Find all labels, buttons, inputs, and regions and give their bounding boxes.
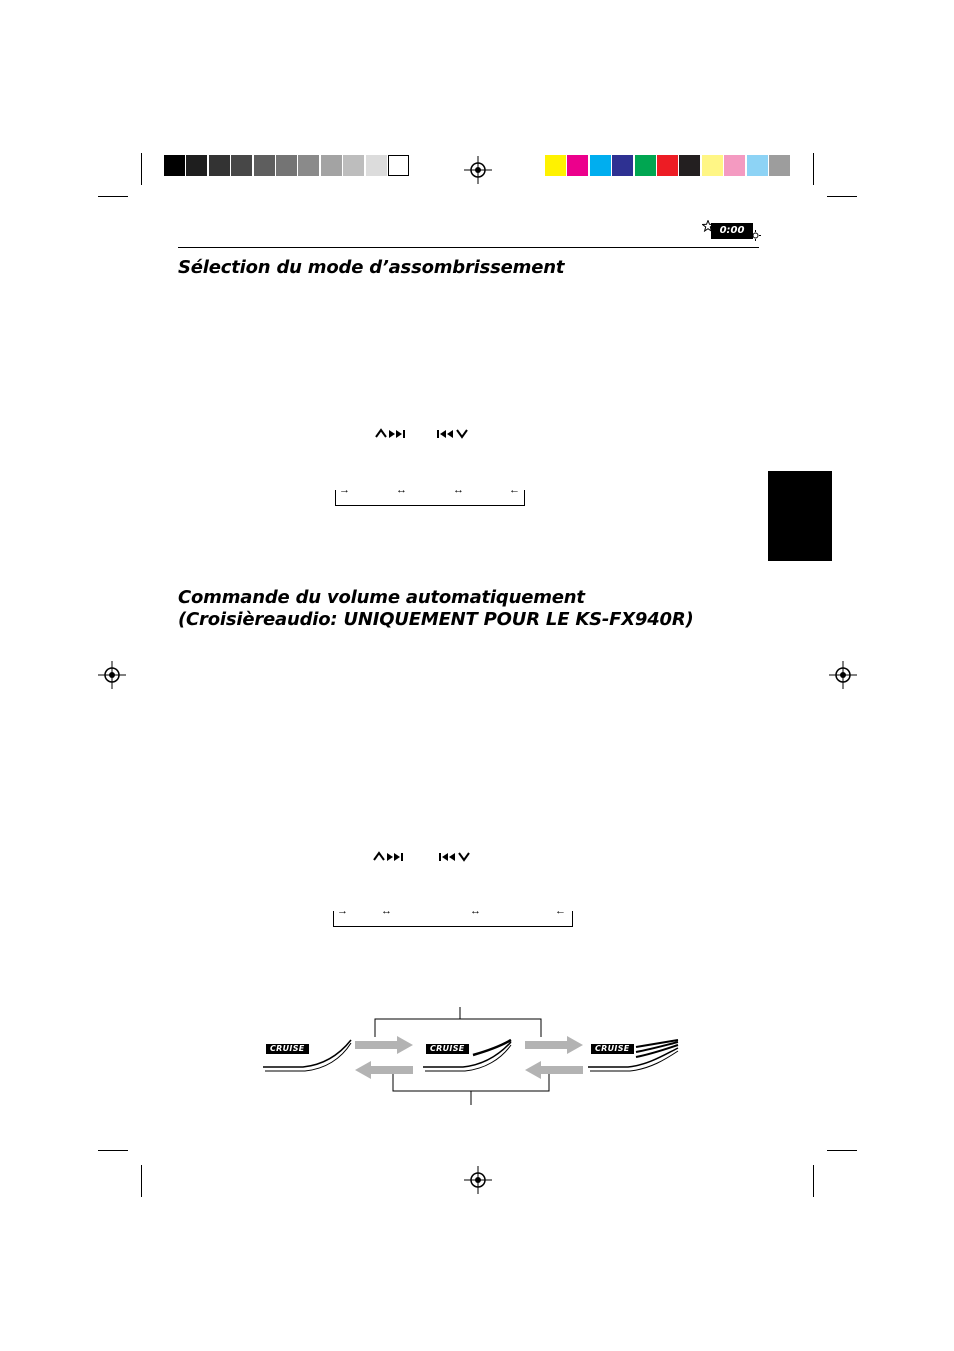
crop-mark <box>141 1165 142 1197</box>
calibration-swatch <box>567 155 588 176</box>
registration-mark-icon <box>464 156 492 184</box>
volume-cycle-diagram <box>333 906 573 928</box>
cruise-badge: CRUISE <box>426 1044 469 1054</box>
calibration-swatch <box>388 155 409 176</box>
cycle-arrow-in: → <box>337 905 348 917</box>
cruise-level-bars-icon <box>423 1037 513 1073</box>
calibration-swatch <box>769 155 790 176</box>
section-title-volume-line1: Commande du volume automatiquement <box>178 587 585 608</box>
level-transition-arrow <box>525 1061 583 1079</box>
cycle-arrow-back: ← <box>509 484 520 496</box>
section-title-dimmer: Sélection du mode d’assombrissement <box>178 257 565 278</box>
header-rule <box>178 247 759 248</box>
calibration-swatch <box>612 155 633 176</box>
crop-mark <box>141 153 142 185</box>
calibration-swatch <box>254 155 275 176</box>
crop-mark <box>813 1165 814 1197</box>
calibration-swatch <box>679 155 700 176</box>
registration-mark-icon <box>464 1166 492 1194</box>
calibration-swatch <box>724 155 745 176</box>
registration-mark-icon <box>829 661 857 689</box>
sun-icon <box>750 230 761 241</box>
dimmer-cycle-diagram <box>335 485 525 507</box>
level-transition-arrow <box>525 1036 583 1054</box>
prev-down-icon <box>439 850 485 862</box>
cycle-arrow-both: ↔ <box>381 905 392 917</box>
level-transition-arrow <box>355 1061 413 1079</box>
calibration-swatch <box>231 155 252 176</box>
prev-down-icon <box>437 427 483 439</box>
dimmer-control-buttons <box>375 427 483 439</box>
crop-mark <box>98 196 128 197</box>
calibration-swatch <box>747 155 768 176</box>
clock-display-icon <box>702 220 762 242</box>
cycle-bracket <box>333 911 573 927</box>
crop-mark <box>827 1150 857 1151</box>
crop-mark <box>827 196 857 197</box>
cruise-badge: CRUISE <box>591 1044 634 1054</box>
calibration-swatch <box>209 155 230 176</box>
calibration-swatch <box>366 155 387 176</box>
calibration-swatch <box>635 155 656 176</box>
calibration-swatch <box>702 155 723 176</box>
cycle-arrow-both: ↔ <box>453 484 464 496</box>
cruise-indicator-level2 <box>423 1037 513 1073</box>
cycle-bracket <box>335 490 525 506</box>
calibration-swatch <box>186 155 207 176</box>
up-next-icon <box>373 850 415 862</box>
cycle-arrow-both: ↔ <box>396 484 407 496</box>
calibration-swatch <box>164 155 185 176</box>
cruise-level-diagram <box>255 1005 695 1110</box>
calibration-swatch <box>343 155 364 176</box>
up-next-icon <box>375 427 417 439</box>
cycle-arrow-both: ↔ <box>470 905 481 917</box>
cruise-badge: CRUISE <box>266 1044 309 1054</box>
cruise-level-bars-icon <box>588 1037 680 1073</box>
language-tab <box>768 471 832 561</box>
crop-mark <box>813 153 814 185</box>
calibration-swatch <box>590 155 611 176</box>
calibration-swatch <box>321 155 342 176</box>
clock-readout: 0:00 <box>711 223 753 239</box>
section-title-volume-line2: (Croisièreaudio: UNIQUEMENT POUR LE KS-FX940R) <box>178 609 694 630</box>
cycle-arrow-back: ← <box>555 905 566 917</box>
cycle-arrow-in: → <box>339 484 350 496</box>
calibration-swatch <box>298 155 319 176</box>
volume-control-buttons <box>373 850 485 862</box>
cruise-indicator-level1 <box>263 1037 353 1073</box>
calibration-swatch <box>657 155 678 176</box>
calibration-swatch <box>276 155 297 176</box>
cruise-level-bars-icon <box>263 1037 353 1073</box>
crop-mark <box>98 1150 128 1151</box>
calibration-swatch <box>545 155 566 176</box>
level-transition-arrow <box>355 1036 413 1054</box>
registration-mark-icon <box>98 661 126 689</box>
cruise-indicator-level3 <box>588 1037 680 1073</box>
